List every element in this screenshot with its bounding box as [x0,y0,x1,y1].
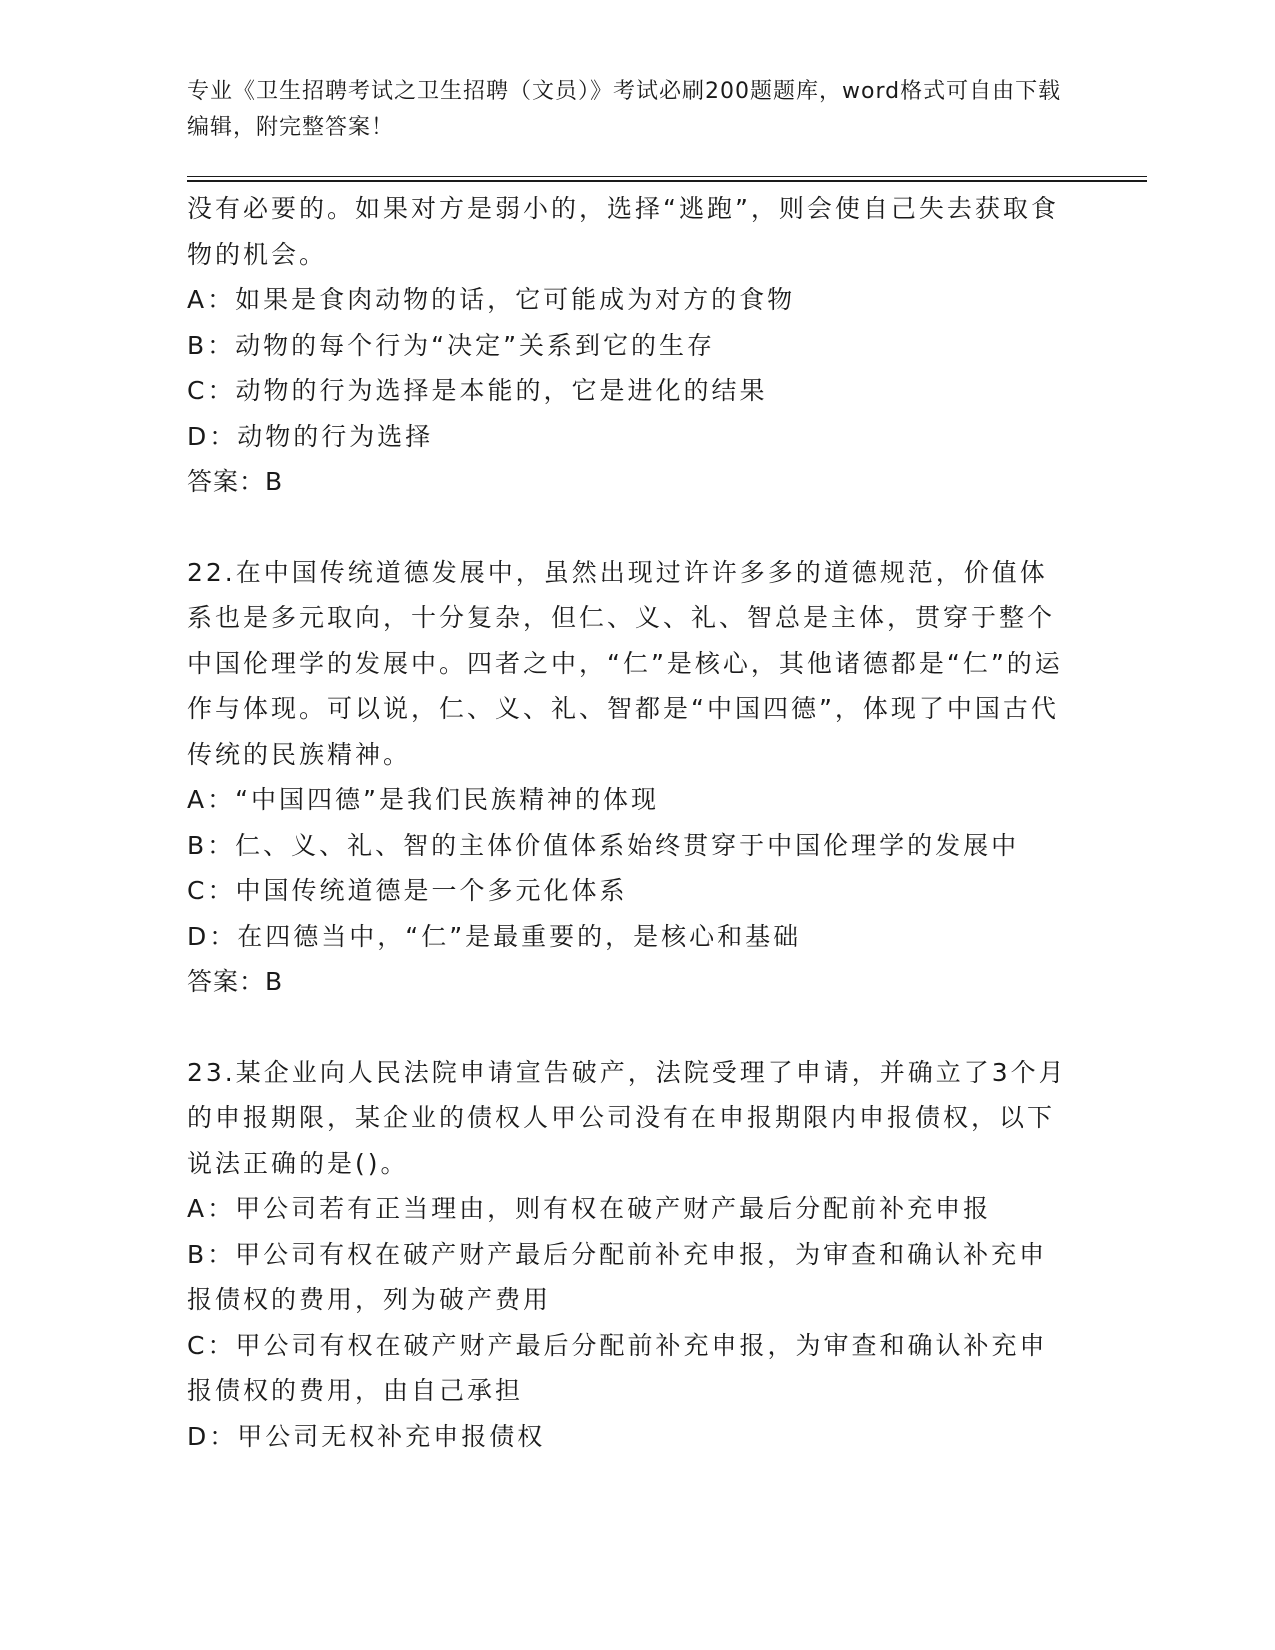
question-21 [187,186,1067,505]
question-content [187,186,1067,1459]
question-22-answer: 答案：B [187,967,284,996]
question-23-stem: 23.某企业向人民法院申请宣告破产，法院受理了申请，并确立了3个月的申报期限，某企业的债权人甲公司没有在申报期限内申报债权，以下说法正确的是()。 [187,1057,1067,1178]
question-spacer [187,505,1067,550]
header-rule-thin [187,176,1147,177]
question-22-stem: 22.在中国传统道德发展中，虽然出现过许许多多的道德规范，价值体系也是多元取向，十分复杂，但仁、义、礼、智总是主体，贯穿于整个中国伦理学的发展中。四者之中，“仁”是核心，其他诸德都是“仁”的运作与体现。可以说，仁、义、礼、智都是“中国四德”，体现了中国古代传统的民族精神。 [187,557,1063,769]
question-23-option-d: D：甲公司无权补充申报债权 [187,1421,546,1451]
question-21-option-d: D：动物的行为选择 [187,421,434,451]
page-header-title: 专业《卫生招聘考试之卫生招聘（文员）》考试必刷200题题库，word格式可自由下载编辑，附完整答案！ [187,79,1062,140]
question-21-option-b: B：动物的每个行为“决定”关系到它的生存 [187,330,716,360]
question-spacer [187,1005,1067,1050]
question-21-answer: 答案：B [187,467,284,496]
header-rule-thick [187,180,1147,182]
question-23-option-c: C：甲公司有权在破产财产最后分配前补充申报，为审查和确认补充申报债权的费用，由自己承担 [187,1330,1048,1405]
question-22-option-a: A：“中国四德”是我们民族精神的体现 [187,785,660,814]
question-21-option-a: A：如果是食肉动物的话，它可能成为对方的食物 [187,285,796,314]
question-21-stem-continuation: 没有必要的。如果对方是弱小的，选择“逃跑”，则会使自己失去获取食物的机会。 [187,194,1059,269]
page-header [187,74,1067,146]
question-23-option-a: A：甲公司若有正当理由，则有权在破产财产最后分配前补充申报 [187,1194,992,1223]
question-21-option-c: C：动物的行为选择是本能的，它是进化的结果 [187,376,768,405]
question-22 [187,550,1067,1005]
question-22-option-c: C：中国传统道德是一个多元化体系 [187,876,628,905]
question-22-option-d: D：在四德当中，“仁”是最重要的，是核心和基础 [187,921,802,951]
question-23-option-b: B：甲公司有权在破产财产最后分配前补充申报，为审查和确认补充申报债权的费用，列为破产费用 [187,1239,1048,1314]
question-23 [187,1050,1067,1460]
question-22-option-b: B：仁、义、礼、智的主体价值体系始终贯穿于中国伦理学的发展中 [187,830,1020,860]
